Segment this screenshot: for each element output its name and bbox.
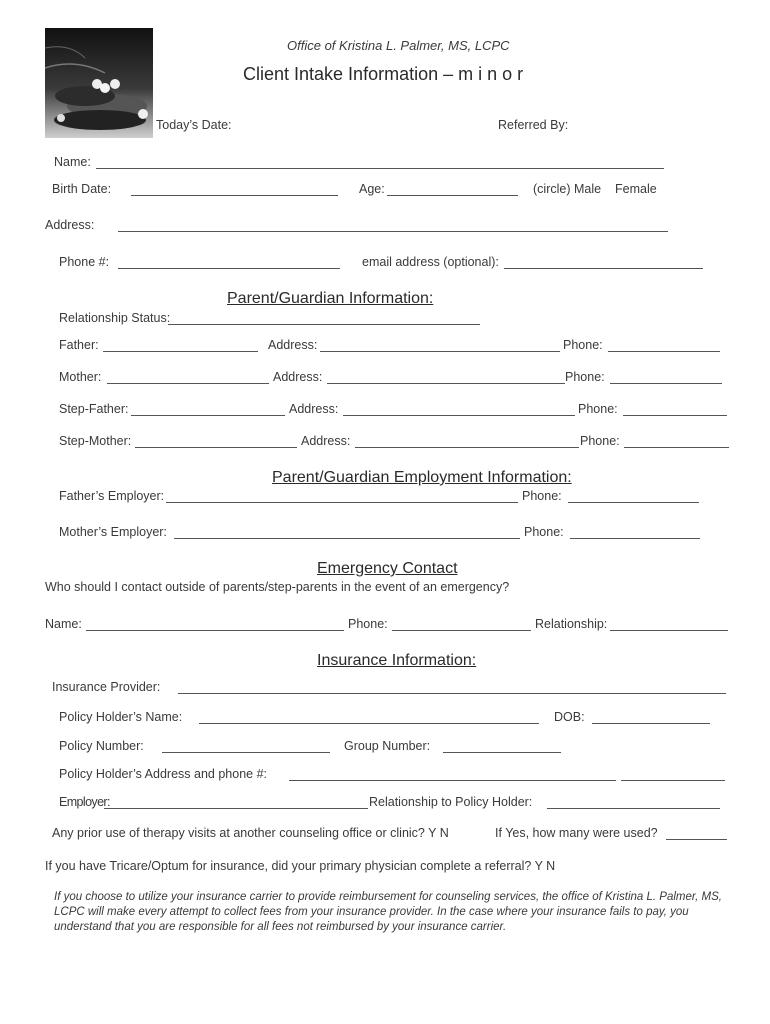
age-label: Age:: [359, 182, 385, 196]
emergency-heading: Emergency Contact: [317, 560, 458, 577]
step-mother-line[interactable]: [135, 447, 297, 448]
email-line[interactable]: [504, 268, 703, 269]
step-father-phone-label: Phone:: [578, 402, 618, 416]
emergency-question: Who should I contact outside of parents/step-parents in the event of an emergency?: [45, 580, 510, 594]
todays-date-label: Today’s Date:: [156, 118, 232, 132]
mother-employer-phone-line[interactable]: [570, 538, 700, 539]
mother-phone-line[interactable]: [610, 383, 722, 384]
mother-line[interactable]: [107, 383, 269, 384]
emergency-phone-label: Phone:: [348, 617, 388, 631]
step-mother-address-line[interactable]: [355, 447, 579, 448]
female-option[interactable]: Female: [615, 182, 657, 196]
policy-number-label: Policy Number:: [59, 739, 144, 753]
form-title: Client Intake Information – m i n o r: [243, 64, 524, 84]
father-phone-label: Phone:: [563, 338, 603, 352]
how-many-label: If Yes, how many were used?: [495, 826, 658, 840]
tricare-question: If you have Tricare/Optum for insurance, did your primary physician complete a referral? Y N: [45, 859, 556, 873]
step-father-label: Step-Father:: [59, 402, 129, 416]
emergency-relationship-label: Relationship:: [535, 617, 608, 631]
policy-holder-address-label: Policy Holder’s Address and phone #:: [59, 767, 268, 781]
father-employer-line[interactable]: [166, 502, 518, 503]
prior-therapy-question: Any prior use of therapy visits at another counseling office or clinic? Y N: [52, 826, 449, 840]
father-label: Father:: [59, 338, 99, 352]
father-employer-phone-label: Phone:: [522, 489, 562, 503]
father-address-line[interactable]: [320, 351, 560, 352]
mother-employer-line[interactable]: [174, 538, 520, 539]
policy-holder-phone-line[interactable]: [621, 780, 725, 781]
relationship-status-label: Relationship Status:: [59, 311, 171, 325]
step-father-address-label: Address:: [289, 402, 339, 416]
insurance-provider-line[interactable]: [178, 693, 726, 694]
step-mother-address-label: Address:: [301, 434, 351, 448]
referred-by-label: Referred By:: [498, 118, 569, 132]
name-line[interactable]: [96, 168, 664, 169]
employment-heading: Parent/Guardian Employment Information:: [272, 469, 572, 486]
step-father-phone-line[interactable]: [623, 415, 727, 416]
gender-label: (circle) Male: [533, 182, 602, 196]
how-many-line[interactable]: [666, 839, 727, 840]
mother-phone-label: Phone:: [565, 370, 605, 384]
emergency-name-label: Name:: [45, 617, 82, 631]
group-number-line[interactable]: [443, 752, 561, 753]
mother-label: Mother:: [59, 370, 102, 384]
email-label: email address (optional):: [362, 255, 499, 269]
relationship-to-holder-label: Relationship to Policy Holder:: [369, 795, 533, 809]
age-line[interactable]: [387, 195, 518, 196]
father-line[interactable]: [103, 351, 258, 352]
dob-line[interactable]: [592, 723, 710, 724]
father-employer-phone-line[interactable]: [568, 502, 699, 503]
parent-heading: Parent/Guardian Information:: [227, 290, 434, 307]
step-father-line[interactable]: [131, 415, 285, 416]
emergency-relationship-line[interactable]: [610, 630, 728, 631]
insurance-heading: Insurance Information:: [317, 652, 477, 669]
mother-address-line[interactable]: [327, 383, 565, 384]
step-father-address-line[interactable]: [343, 415, 575, 416]
address-label: Address:: [45, 218, 95, 232]
father-address-label: Address:: [268, 338, 318, 352]
policy-holder-name-label: Policy Holder’s Name:: [59, 710, 183, 724]
step-mother-label: Step-Mother:: [59, 434, 132, 448]
employer-line[interactable]: [104, 808, 368, 809]
mother-address-label: Address:: [273, 370, 323, 384]
insurance-provider-label: Insurance Provider:: [52, 680, 161, 694]
policy-number-line[interactable]: [162, 752, 330, 753]
employer-label: Employer:: [59, 795, 110, 809]
dob-label: DOB:: [554, 710, 585, 724]
step-mother-phone-line[interactable]: [624, 447, 729, 448]
name-label: Name:: [54, 155, 91, 169]
mother-employer-phone-label: Phone:: [524, 525, 564, 539]
policy-holder-name-line[interactable]: [199, 723, 539, 724]
group-number-label: Group Number:: [344, 739, 431, 753]
office-name: Office of Kristina L. Palmer, MS, LCPC: [287, 38, 510, 53]
father-employer-label: Father’s Employer:: [59, 489, 165, 503]
relationship-status-line[interactable]: [168, 324, 480, 325]
birth-date-line[interactable]: [131, 195, 338, 196]
policy-holder-address-line[interactable]: [289, 780, 616, 781]
emergency-name-line[interactable]: [86, 630, 344, 631]
lotus-logo-image: [45, 28, 153, 138]
phone-label: Phone #:: [59, 255, 110, 269]
relationship-to-holder-line[interactable]: [547, 808, 720, 809]
emergency-phone-line[interactable]: [392, 630, 531, 631]
address-line[interactable]: [118, 231, 668, 232]
insurance-disclaimer: If you choose to utilize your insurance carrier to provide reimbursement for counseling services, the office of Kristina L. Palmer, MS, LCPC will make every attempt to collect fees from your insurance provider. In the case where your insurance fails to pay, you understand that you are responsible for all fees not reimbursed by your insurance carrier.: [54, 891, 722, 933]
mother-employer-label: Mother’s Employer:: [59, 525, 167, 539]
birth-date-label: Birth Date:: [52, 182, 112, 196]
step-mother-phone-label: Phone:: [580, 434, 620, 448]
father-phone-line[interactable]: [608, 351, 720, 352]
phone-line[interactable]: [118, 268, 340, 269]
